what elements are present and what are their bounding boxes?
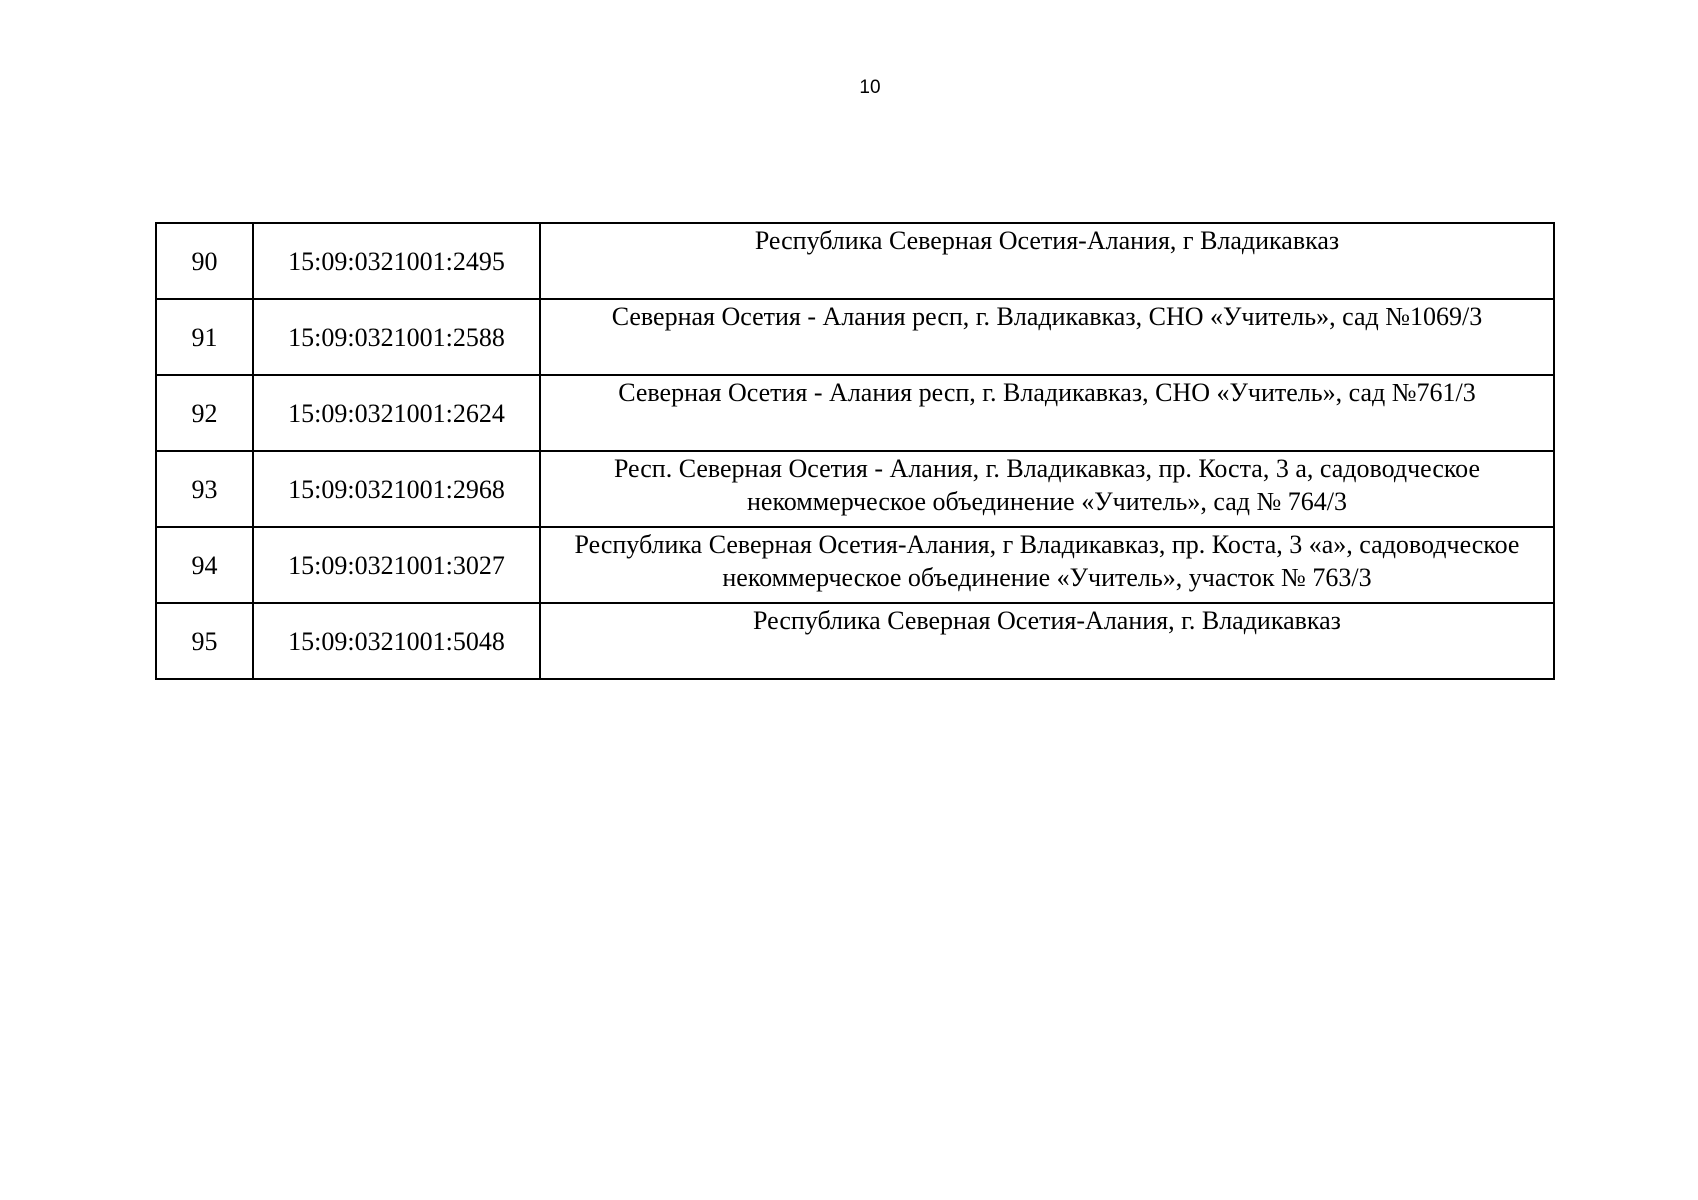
table-row bbox=[156, 527, 1554, 603]
cadastral-number: 15:09:0321001:2968 bbox=[253, 451, 540, 527]
table-row bbox=[156, 451, 1554, 527]
table-row bbox=[156, 375, 1554, 451]
row-number: 93 bbox=[156, 451, 253, 527]
cadastral-number: 15:09:0321001:2588 bbox=[253, 299, 540, 375]
page-number-text: 10 bbox=[859, 77, 881, 98]
address: Республика Северная Осетия-Алания, г Владикавказ bbox=[540, 223, 1554, 299]
address: Респ. Северная Осетия - Алания, г. Владикавказ, пр. Коста, 3 а, садоводческое некоммерческое объединение «Учитель», сад № 764/3 bbox=[540, 451, 1554, 527]
cadastral-number: 15:09:0321001:2624 bbox=[253, 375, 540, 451]
table-row bbox=[156, 223, 1554, 299]
address: Северная Осетия - Алания респ, г. Владикавказ, СНО «Учитель», сад №761/3 bbox=[540, 375, 1554, 451]
row-number: 90 bbox=[156, 223, 253, 299]
address: Республика Северная Осетия-Алания, г. Владикавказ bbox=[540, 603, 1554, 679]
row-number: 92 bbox=[156, 375, 253, 451]
cadastral-number: 15:09:0321001:3027 bbox=[253, 527, 540, 603]
cadastral-table bbox=[155, 222, 1555, 680]
cadastral-number: 15:09:0321001:2495 bbox=[253, 223, 540, 299]
row-number: 91 bbox=[156, 299, 253, 375]
cadastral-number: 15:09:0321001:5048 bbox=[253, 603, 540, 679]
table-row bbox=[156, 603, 1554, 679]
row-number: 95 bbox=[156, 603, 253, 679]
row-number: 94 bbox=[156, 527, 253, 603]
address: Республика Северная Осетия-Алания, г Владикавказ, пр. Коста, 3 «а», садоводческое некоммерческое объединение «Учитель», участок № 763/3 bbox=[540, 527, 1554, 603]
table-row bbox=[156, 299, 1554, 375]
address: Северная Осетия - Алания респ, г. Владикавказ, СНО «Учитель», сад №1069/3 bbox=[540, 299, 1554, 375]
